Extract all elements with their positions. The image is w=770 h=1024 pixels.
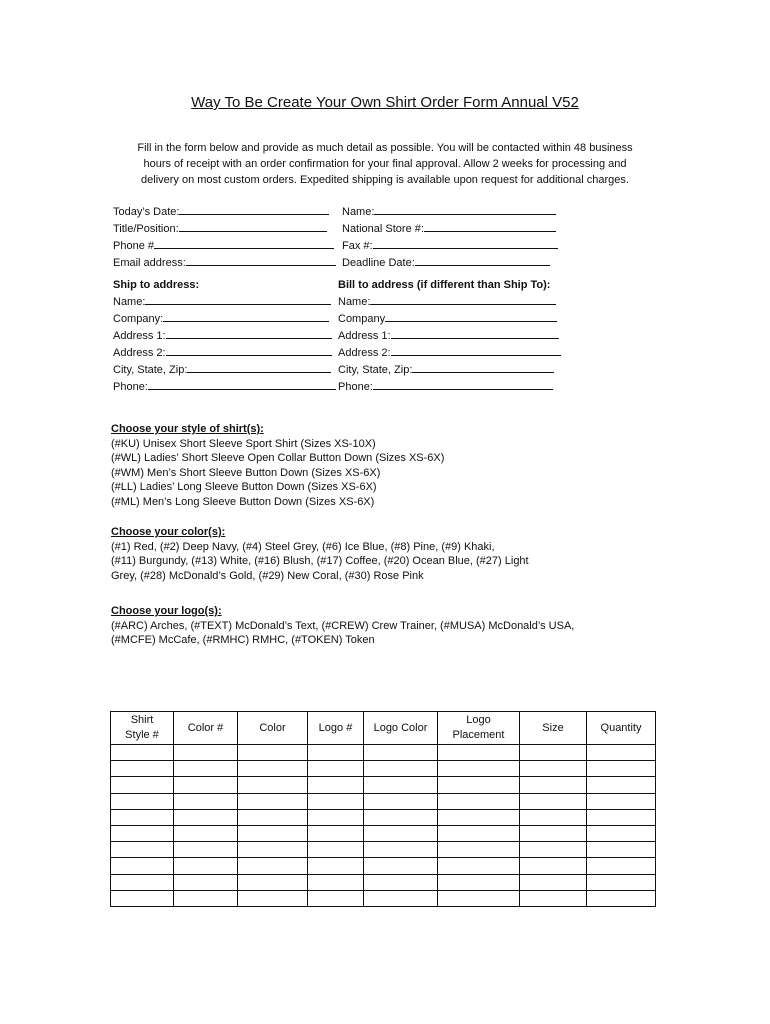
phone-label: Phone # [113,240,154,252]
deadline-date-field[interactable] [342,254,558,271]
style-section [111,422,444,509]
title-position-label: Title/Position: [113,223,179,235]
color-heading: Choose your color(s): [111,526,226,538]
table-row [111,809,656,825]
table-cell[interactable] [238,761,308,777]
table-cell[interactable] [111,842,174,858]
order-table [110,711,656,907]
bill-to-section [338,278,561,395]
table-cell[interactable] [438,793,520,809]
table-cell[interactable] [364,858,438,874]
table-cell[interactable] [238,809,308,825]
email-label: Email address: [113,257,186,269]
header-color: Color [238,712,308,745]
header-shirt-style: Shirt Style # [111,712,174,745]
style-heading: Choose your style of shirt(s): [111,423,264,435]
ship-address1-label: Address 1: [113,330,166,342]
table-cell[interactable] [520,793,587,809]
table-cell[interactable] [308,761,364,777]
table-row [111,842,656,858]
header-size: Size [520,712,587,745]
bill-company-label: Company [338,313,386,325]
table-cell[interactable] [308,874,364,890]
table-cell[interactable] [238,745,308,761]
table-row [111,874,656,890]
table-cell[interactable] [587,874,656,890]
table-cell[interactable] [111,825,174,841]
table-cell[interactable] [308,793,364,809]
ship-phone-field[interactable] [113,378,336,395]
table-cell[interactable] [238,842,308,858]
header-logo-placement: Logo Placement [438,712,520,745]
ship-to-section [113,278,336,395]
table-cell[interactable] [520,890,587,906]
table-cell[interactable] [364,745,438,761]
logo-line: (#ARC) Arches, (#TEXT) McDonald’s Text, (#CREW) Crew Trainer, (#MUSA) McDonald’s USA, [111,619,575,632]
table-header-row [111,712,656,745]
header-logo-color: Logo Color [364,712,438,745]
table-row [111,825,656,841]
table-cell[interactable] [438,842,520,858]
color-line: (#11) Burgundy, (#13) White, (#16) Blush, (#17) Coffee, (#20) Ocean Blue, (#27) Light [111,555,529,567]
bill-address1-field[interactable] [338,327,561,344]
header-quantity: Quantity [587,712,656,745]
title-position-field[interactable] [113,220,336,237]
table-cell[interactable] [364,842,438,858]
ship-address2-label: Address 2: [113,347,166,359]
table-cell[interactable] [438,874,520,890]
bill-address2-label: Address 2: [338,347,391,359]
ship-phone-label: Phone: [113,381,148,393]
color-section [111,525,529,583]
ship-name-label: Name: [113,296,146,308]
intro-line: hours of receipt with an order confirmation for your final approval. Allow 2 weeks for processing and [143,158,627,170]
table-cell[interactable] [364,874,438,890]
table-cell[interactable] [174,745,238,761]
todays-date-label: Today’s Date: [113,206,180,218]
table-cell[interactable] [308,842,364,858]
table-cell[interactable] [587,858,656,874]
logo-line: (#MCFE) McCafe, (#RMHC) RMHC, (#TOKEN) Token [111,634,375,646]
table-cell[interactable] [520,825,587,841]
table-cell[interactable] [174,809,238,825]
table-cell[interactable] [174,874,238,890]
table-cell[interactable] [438,890,520,906]
national-store-label: National Store #: [342,223,424,235]
order-table-body [111,745,656,907]
table-cell[interactable] [438,745,520,761]
ship-address2-field[interactable] [113,344,336,361]
intro-line: Fill in the form below and provide as much detail as possible. You will be contacted within 48 business [137,142,633,154]
table-cell[interactable] [111,777,174,793]
bill-city-label: City, State, Zip: [338,364,413,376]
table-cell[interactable] [520,777,587,793]
ship-city-label: City, State, Zip: [113,364,188,376]
info-left-column [113,203,336,271]
table-cell[interactable] [308,858,364,874]
email-field[interactable] [113,254,336,271]
logo-section [111,604,574,648]
bill-address2-field[interactable] [338,344,561,361]
ship-city-field[interactable] [113,361,336,378]
fax-label: Fax #: [342,240,373,252]
table-cell[interactable] [520,761,587,777]
table-cell[interactable] [587,761,656,777]
style-item: (#WL) Ladies’ Short Sleeve Open Collar Button Down (Sizes XS-6X) [111,452,445,464]
phone-field[interactable] [113,237,336,254]
table-cell[interactable] [364,793,438,809]
table-cell[interactable] [111,745,174,761]
style-item: (#WM) Men’s Short Sleeve Button Down (Sizes XS-6X) [111,466,381,479]
table-cell[interactable] [587,777,656,793]
intro-line: delivery on most custom orders. Expedited shipping is available upon request for additional charges. [141,174,629,186]
ship-name-field[interactable] [113,293,336,310]
table-cell[interactable] [111,874,174,890]
header-logo-number: Logo # [308,712,364,745]
table-cell[interactable] [238,825,308,841]
table-cell[interactable] [238,874,308,890]
color-line: Grey, (#28) McDonald’s Gold, (#29) New Coral, (#30) Rose Pink [111,569,424,582]
bill-phone-field[interactable] [338,378,561,395]
ship-address1-field[interactable] [113,327,336,344]
table-cell[interactable] [174,825,238,841]
form-title: Way To Be Create Your Own Shirt Order Form Annual V52 [191,94,579,111]
table-cell[interactable] [438,858,520,874]
table-cell[interactable] [438,809,520,825]
table-cell[interactable] [364,809,438,825]
table-cell[interactable] [364,761,438,777]
table-cell[interactable] [308,745,364,761]
table-cell[interactable] [174,761,238,777]
table-cell[interactable] [238,858,308,874]
table-row [111,890,656,906]
todays-date-field[interactable] [113,203,336,220]
table-cell[interactable] [111,809,174,825]
table-cell[interactable] [438,761,520,777]
table-cell[interactable] [238,777,308,793]
table-row [111,777,656,793]
ship-company-label: Company: [113,313,164,325]
table-cell[interactable] [587,793,656,809]
table-cell[interactable] [520,874,587,890]
table-cell[interactable] [364,825,438,841]
table-cell[interactable] [111,858,174,874]
table-cell[interactable] [520,809,587,825]
table-cell[interactable] [308,809,364,825]
name-label: Name: [342,206,375,218]
bill-name-field[interactable] [338,293,561,310]
color-line: (#1) Red, (#2) Deep Navy, (#4) Steel Grey, (#6) Ice Blue, (#8) Pine, (#9) Khaki, [111,540,495,553]
table-cell[interactable] [587,890,656,906]
table-cell[interactable] [364,777,438,793]
fax-field[interactable] [342,237,558,254]
deadline-date-label: Deadline Date: [342,257,415,269]
table-cell[interactable] [238,890,308,906]
bill-phone-label: Phone: [338,381,373,393]
name-field[interactable] [342,203,558,220]
table-cell[interactable] [587,842,656,858]
table-cell[interactable] [111,793,174,809]
bill-city-field[interactable] [338,361,561,378]
style-item: (#KU) Unisex Short Sleeve Sport Shirt (Sizes XS-10X) [111,437,376,450]
table-row [111,761,656,777]
style-item: (#ML) Men’s Long Sleeve Button Down (Sizes XS-6X) [111,495,375,508]
table-row [111,745,656,761]
table-cell[interactable] [308,777,364,793]
table-cell[interactable] [520,745,587,761]
table-row [111,793,656,809]
table-cell[interactable] [174,793,238,809]
table-cell[interactable] [308,825,364,841]
table-cell[interactable] [587,809,656,825]
table-cell[interactable] [174,777,238,793]
bill-company-field[interactable] [338,310,561,327]
bill-address1-label: Address 1: [338,330,391,342]
table-cell[interactable] [438,825,520,841]
table-cell[interactable] [111,761,174,777]
table-cell[interactable] [587,745,656,761]
style-item: (#LL) Ladies’ Long Sleeve Button Down (Sizes XS-6X) [111,481,377,493]
table-cell[interactable] [520,842,587,858]
table-cell[interactable] [364,890,438,906]
logo-heading: Choose your logo(s): [111,605,222,617]
ship-company-field[interactable] [113,310,336,327]
table-cell[interactable] [174,842,238,858]
info-right-column [342,203,558,271]
table-cell[interactable] [438,777,520,793]
table-cell[interactable] [308,890,364,906]
national-store-field[interactable] [342,220,558,237]
table-row [111,858,656,874]
table-cell[interactable] [238,793,308,809]
table-cell[interactable] [174,890,238,906]
table-cell[interactable] [520,858,587,874]
table-cell[interactable] [111,890,174,906]
bill-to-heading: Bill to address (if different than Ship To): [338,279,551,291]
table-cell[interactable] [587,825,656,841]
ship-to-heading: Ship to address: [113,279,200,291]
header-color-number: Color # [174,712,238,745]
bill-name-label: Name: [338,296,371,308]
intro-paragraph [110,140,660,188]
table-cell[interactable] [174,858,238,874]
